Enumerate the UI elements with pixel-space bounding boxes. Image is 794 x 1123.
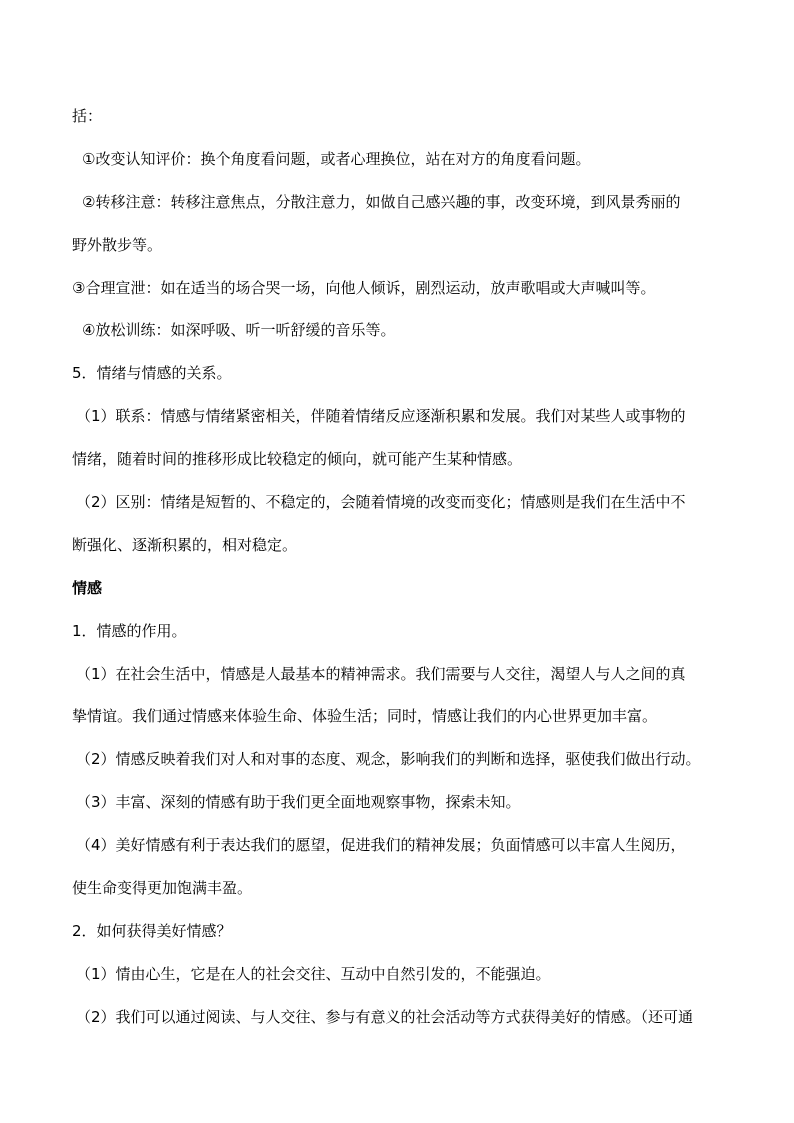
text-line: （1）情由心生，它是在人的社会交往、互动中自然引发的，不能强迫。 (76, 964, 551, 983)
text-line: （3）丰富、深刻的情感有助于我们更全面地观察事物，探索未知。 (76, 793, 521, 812)
text-line: 1．情感的作用。 (72, 621, 187, 640)
text-line: （1）联系：情感与情绪紧密相关，伴随着情绪反应逐渐积累和发展。我们对某些人或事物的 (76, 407, 686, 426)
text-line: 使生命变得更加饱满丰盈。 (72, 879, 253, 898)
text-line: ③合理宣泄：如在适当的场合哭一场，向他人倾诉，剧烈运动，放声歌唱或大声喊叫等。 (72, 278, 656, 297)
text-line: （2）区别：情绪是短暂的、不稳定的，会随着情境的改变而变化；情感则是我们在生活中不 (76, 493, 686, 512)
text-line: ②转移注意：转移注意焦点，分散注意力，如做自己感兴趣的事，改变环境，到风景秀丽的 (82, 192, 681, 211)
document-page (72, 106, 724, 1050)
text-line: 断强化、逐渐积累的，相对稳定。 (72, 535, 298, 554)
text-line: （2）我们可以通过阅读、与人交往、参与有意义的社会活动等方式获得美好的情感。（还可通 (76, 1007, 694, 1026)
text-line: 情绪，随着时间的推移形成比较稳定的倾向，就可能产生某种情感。 (72, 450, 523, 469)
text-line: 5．情绪与情感的关系。 (72, 364, 232, 383)
text-line: 2．如何获得美好情感？ (72, 921, 232, 940)
text-line: 野外散步等。 (72, 235, 163, 254)
text-line: 挚情谊。我们通过情感来体验生命、体验生活；同时，情感让我们的内心世界更加丰富。 (72, 707, 658, 726)
text-line: （2）情感反映着我们对人和对事的态度、观念，影响我们的判断和选择，驱使我们做出行动。 (76, 750, 701, 769)
text-line: （4）美好情感有利于表达我们的愿望，促进我们的精神发展；负面情感可以丰富人生阅历， (76, 836, 686, 855)
text-line: 括： (72, 107, 103, 125)
text-line: ④放松训练：如深呼吸、听一听舒缓的音乐等。 (82, 321, 396, 340)
text-line: （1）在社会生活中，情感是人最基本的精神需求。我们需要与人交往，渴望人与人之间的真 (76, 664, 686, 683)
section-heading: 情感 (72, 578, 103, 597)
text-line: ①改变认知评价：换个角度看问题，或者心理换位，站在对方的角度看问题。 (82, 149, 591, 168)
